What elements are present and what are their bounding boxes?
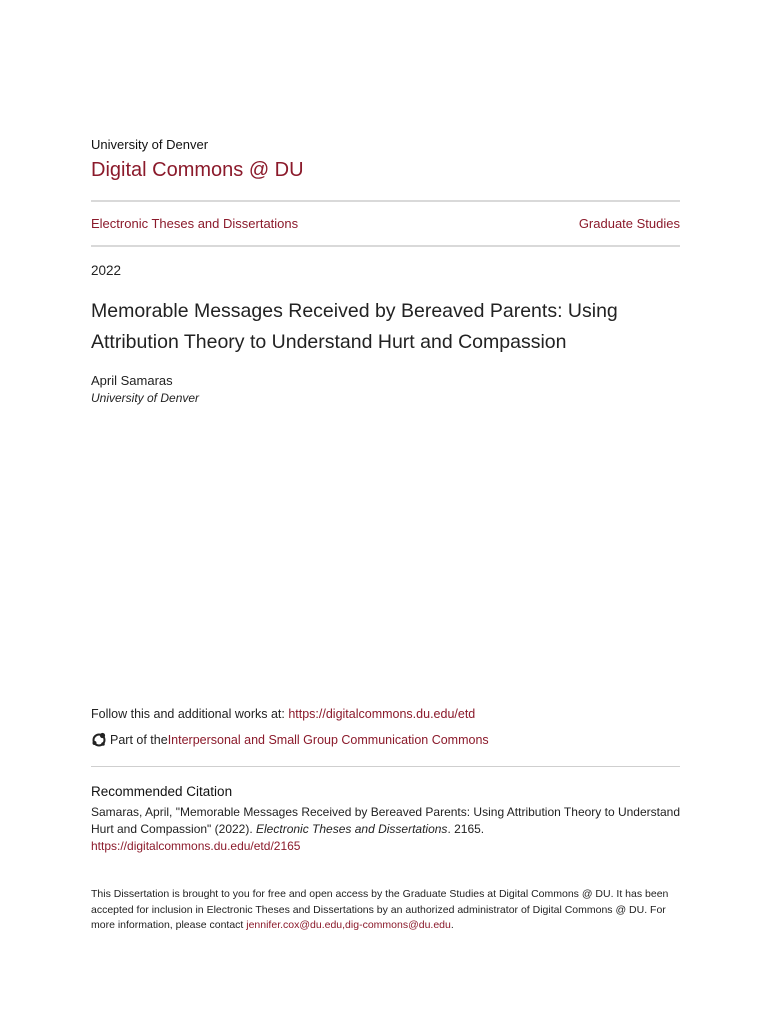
divider-nav — [91, 245, 680, 247]
notice-end: . — [450, 919, 454, 931]
citation-number: . 2165. — [447, 822, 485, 836]
part-of-line — [91, 732, 489, 748]
follow-line — [91, 707, 475, 721]
publication-year: 2022 — [91, 263, 122, 278]
document-title: Memorable Messages Received by Bereaved Parents: Using Attribution Theory to Understand Hurt and Compassion — [91, 300, 618, 353]
citation-url-link[interactable]: https://digitalcommons.du.edu/etd/2165 — [91, 839, 301, 853]
site-title-link[interactable]: Digital Commons @ DU — [91, 159, 304, 181]
institution-name: University of Denver — [91, 137, 209, 152]
citation-text — [91, 804, 680, 855]
commons-link[interactable]: Interpersonal and Small Group Communication Commons — [167, 733, 489, 747]
divider-citation — [91, 766, 680, 767]
contact-email-link[interactable]: jennifer.cox@du.edu,dig-commons@du.edu — [246, 919, 451, 931]
series-link[interactable]: Electronic Theses and Dissertations — [91, 216, 299, 231]
divider-top — [91, 200, 680, 202]
part-of-prefix: Part of the — [110, 733, 168, 747]
citation-series: Electronic Theses and Dissertations — [256, 822, 448, 836]
department-link[interactable]: Graduate Studies — [578, 216, 680, 231]
author-name: April Samaras — [91, 373, 173, 388]
access-notice — [91, 887, 680, 934]
citation-body: Samaras, April, "Memorable Messages Received by Bereaved Parents: Using Attribution Theory to Understand Hurt and Compassion" (2022). — [91, 805, 680, 836]
follow-url-link[interactable]: https://digitalcommons.du.edu/etd — [288, 707, 476, 721]
author-affiliation: University of Denver — [91, 391, 200, 405]
citation-heading: Recommended Citation — [91, 784, 233, 799]
cover-page — [91, 0, 680, 1024]
follow-prefix: Follow this and additional works at: — [91, 707, 289, 721]
network-icon — [91, 732, 107, 748]
notice-text: This Dissertation is brought to you for free and open access by the Graduate Studies at Digital Commons @ DU. It has been accepted for inclusion in Electronic Theses and Dissertations by an authorized administrator of Digital Commons @ DU. For more information, please contact — [91, 888, 669, 931]
